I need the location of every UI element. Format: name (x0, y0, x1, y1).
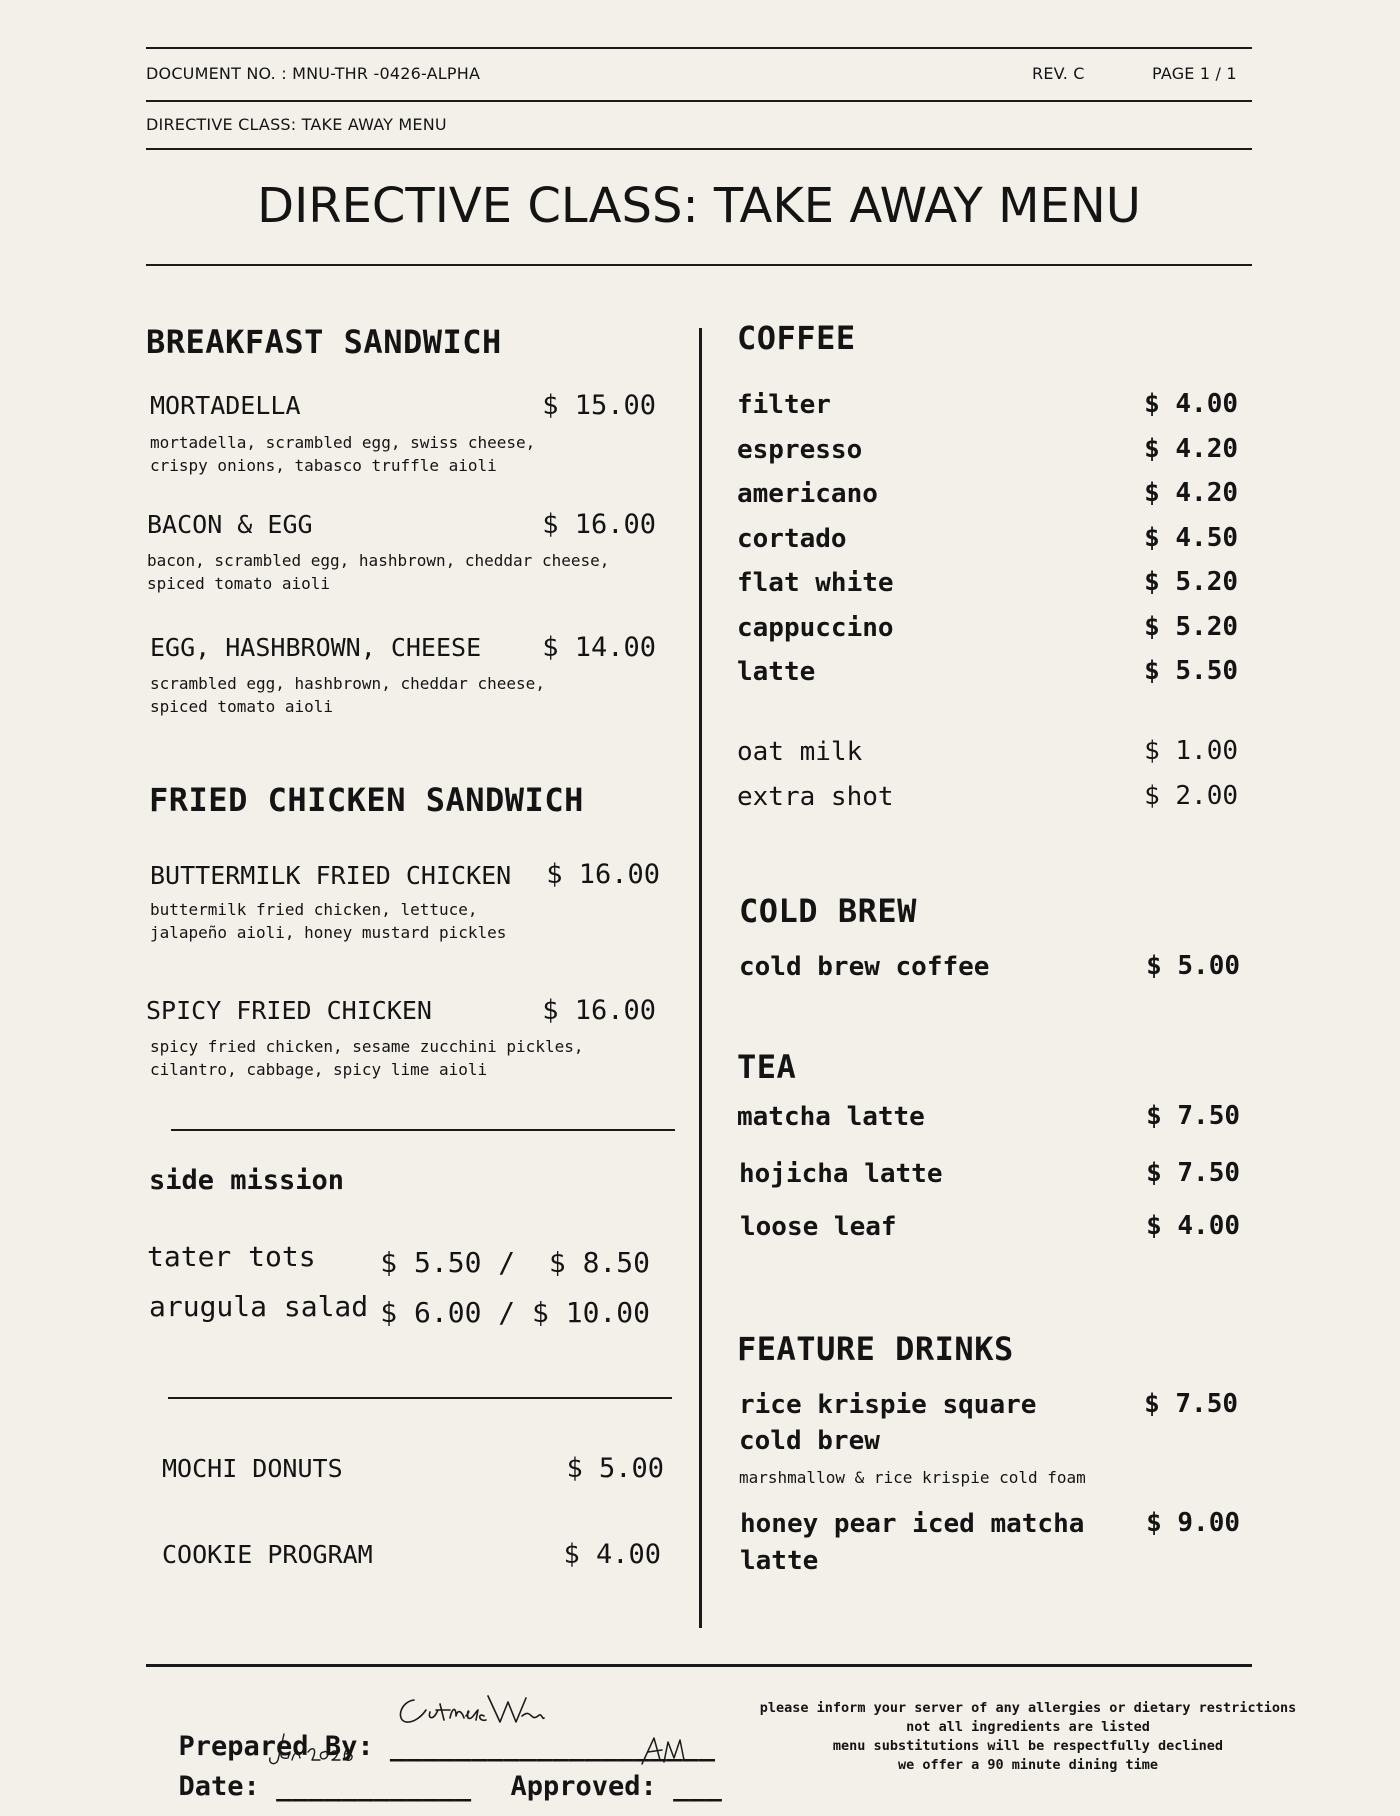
sides-heading: side mission (149, 1165, 345, 1196)
item-price: $ 16.00 (542, 995, 656, 1026)
drink-price: $ 7.50 (1144, 1389, 1238, 1419)
breakfast-heading: BREAKFAST SANDWICH (146, 323, 502, 361)
drink-name: cold brew coffee (739, 952, 990, 982)
footer-rule (146, 1664, 1252, 1667)
header-rule-mid (146, 100, 1252, 102)
item-name: SPICY FRIED CHICKEN (146, 996, 432, 1025)
drink-price: $ 4.50 (1144, 523, 1238, 553)
drink-price: $ 7.50 (1146, 1101, 1240, 1131)
title-rule (146, 264, 1252, 266)
drink-price: $ 4.00 (1146, 1211, 1240, 1241)
approved-line: ___ (673, 1771, 722, 1802)
date-label: Date: (178, 1771, 277, 1802)
drink-description: marshmallow & rice krispie cold foam (739, 1468, 1086, 1487)
item-price: $ 16.00 (546, 859, 660, 890)
column-divider (699, 328, 702, 1628)
approved-label: Approved: (510, 1771, 674, 1802)
drink-name: honey pear iced matcha (740, 1509, 1085, 1539)
item-name: MORTADELLA (150, 391, 301, 420)
drink-name: loose leaf (740, 1212, 897, 1242)
item-description: cilantro, cabbage, spicy lime aioli (150, 1060, 488, 1079)
item-price: $ 5.50 / $ 8.50 (380, 1246, 650, 1279)
item-price: $ 6.00 / $ 10.00 (380, 1296, 650, 1329)
drink-name: americano (737, 479, 878, 509)
drink-name: matcha latte (737, 1102, 925, 1132)
page-number: PAGE 1 / 1 (1152, 64, 1237, 83)
drink-price: $ 7.50 (1146, 1158, 1240, 1188)
drink-name: cappuccino (737, 613, 894, 643)
item-description: crispy onions, tabasco truffle aioli (150, 456, 497, 475)
directive-class: DIRECTIVE CLASS: TAKE AWAY MENU (146, 115, 447, 134)
item-price: $ 16.00 (542, 509, 656, 540)
addon-price: $ 1.00 (1144, 736, 1238, 766)
prepared-by-signature (392, 1690, 552, 1738)
item-description: scrambled egg, hashbrown, cheddar cheese, (150, 674, 545, 693)
item-description: spiced tomato aioli (150, 697, 334, 716)
addon-name: extra shot (737, 782, 894, 812)
cold-brew-heading: COLD BREW (739, 892, 917, 930)
drink-name: rice krispie square (739, 1390, 1037, 1420)
drink-name: cold brew (739, 1426, 880, 1456)
drink-price: $ 9.00 (1146, 1508, 1240, 1538)
drink-price: $ 4.20 (1144, 478, 1238, 508)
item-name: MOCHI DONUTS (162, 1454, 343, 1483)
drink-name: espresso (737, 435, 863, 465)
fried-chicken-heading: FRIED CHICKEN SANDWICH (149, 781, 584, 819)
item-description: spicy fried chicken, sesame zucchini pickles, (150, 1037, 584, 1056)
prepared-by-line: ____________________ (389, 1731, 715, 1762)
allergy-note: please inform your server of any allergies or dietary restrictions (759, 1700, 1297, 1716)
drink-name: hojicha latte (739, 1159, 943, 1189)
drink-name: latte (740, 1546, 819, 1576)
item-name: BUTTERMILK FRIED CHICKEN (150, 861, 512, 890)
drink-name: latte (737, 657, 816, 687)
prepared-by-label: Prepared By: (178, 1731, 390, 1762)
item-name: BACON & EGG (147, 510, 313, 539)
ingredients-note: not all ingredients are listed (906, 1719, 1150, 1735)
date-line: ____________ (276, 1771, 472, 1802)
footer-notes (722, 1699, 1334, 1775)
drink-name: cortado (737, 524, 847, 554)
drink-price: $ 5.20 (1144, 567, 1238, 597)
approved-signature (638, 1730, 698, 1774)
substitutions-note: menu substitutions will be respectfully declined (832, 1738, 1224, 1754)
document-number: DOCUMENT NO. : MNU-THR -0426-ALPHA (146, 64, 481, 83)
item-price: $ 4.00 (563, 1539, 661, 1570)
item-name: COOKIE PROGRAM (162, 1540, 373, 1569)
drink-price: $ 4.00 (1144, 389, 1238, 419)
drink-price: $ 5.50 (1144, 656, 1238, 686)
sides-rule-top (171, 1129, 675, 1131)
item-description: bacon, scrambled egg, hashbrown, cheddar cheese, (147, 551, 610, 570)
drink-name: filter (737, 390, 831, 420)
item-name: EGG, HASHBROWN, CHEESE (150, 633, 482, 662)
item-name: tater tots (147, 1240, 316, 1273)
item-description: jalapeño aioli, honey mustard pickles (150, 923, 507, 942)
item-price: $ 5.00 (566, 1453, 664, 1484)
drink-price: $ 4.20 (1144, 434, 1238, 464)
sides-rule-bottom (168, 1397, 672, 1399)
item-description: spiced tomato aioli (147, 574, 331, 593)
tea-heading: TEA (737, 1048, 797, 1086)
item-name: arugula salad (149, 1290, 369, 1323)
item-description: buttermilk fried chicken, lettuce, (150, 900, 478, 919)
page-title: DIRECTIVE CLASS: TAKE AWAY MENU (257, 178, 1141, 234)
addon-price: $ 2.00 (1144, 781, 1238, 811)
date-signature (262, 1730, 372, 1774)
drink-name: flat white (737, 568, 894, 598)
coffee-heading: COFFEE (737, 319, 856, 357)
feature-heading: FEATURE DRINKS (737, 1330, 1014, 1368)
drink-price: $ 5.00 (1146, 951, 1240, 981)
item-price: $ 15.00 (542, 390, 656, 421)
item-description: mortadella, scrambled egg, swiss cheese, (150, 433, 536, 452)
item-price: $ 14.00 (542, 632, 656, 663)
header-rule-bottom (146, 148, 1252, 150)
drink-price: $ 5.20 (1144, 612, 1238, 642)
addon-name: oat milk (737, 737, 863, 767)
header-rule-top (146, 47, 1252, 49)
dining-time-note: we offer a 90 minute dining time (897, 1757, 1159, 1773)
revision: REV. C (1032, 64, 1085, 83)
